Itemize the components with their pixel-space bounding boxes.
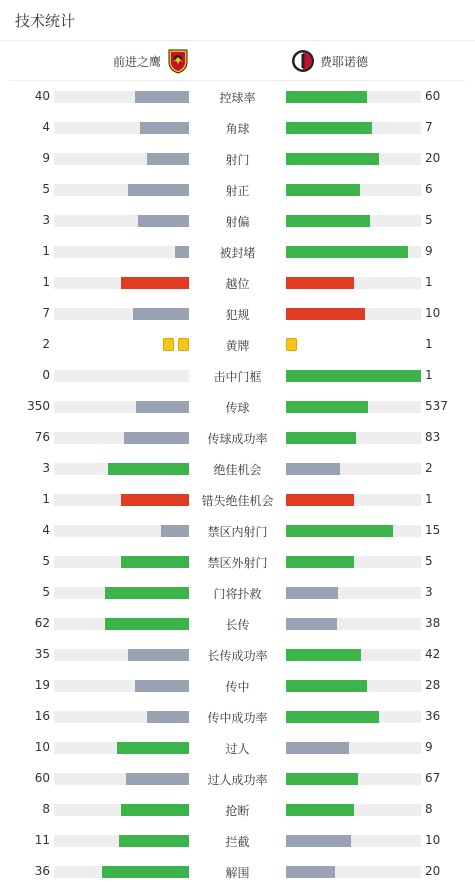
away-bar-track [286, 122, 421, 134]
away-bar-fill [286, 401, 368, 413]
home-value: 76 [34, 430, 50, 444]
away-bar-fill [286, 773, 358, 785]
home-bar-fill [136, 401, 189, 413]
home-yellow-cards [159, 338, 189, 351]
away-value: 7 [425, 120, 433, 134]
away-bar-track [286, 835, 421, 847]
stat-row [0, 143, 475, 174]
home-bar-track [54, 494, 189, 506]
home-value: 2 [42, 337, 50, 351]
away-bar-fill [286, 215, 370, 227]
home-value: 8 [42, 802, 50, 816]
away-yellow-cards [286, 338, 301, 351]
home-bar-track [54, 618, 189, 630]
stat-label: 过人 [225, 742, 250, 756]
away-bar-fill [286, 618, 337, 630]
home-bar-track [54, 742, 189, 754]
away-bar-fill [286, 184, 360, 196]
home-bar-track [54, 308, 189, 320]
home-bar-fill [128, 649, 189, 661]
home-bar-fill [138, 215, 189, 227]
home-bar-track [54, 835, 189, 847]
home-value: 16 [34, 709, 50, 723]
away-value: 3 [425, 585, 433, 599]
away-bar-fill [286, 308, 365, 320]
stat-row [0, 546, 475, 577]
away-bar-fill [286, 432, 356, 444]
stat-row [0, 484, 475, 515]
home-value: 62 [34, 616, 50, 630]
home-bar-track [54, 773, 189, 785]
away-bar-track [286, 742, 421, 754]
home-bar-fill [175, 246, 189, 258]
away-value: 9 [425, 740, 433, 754]
home-bar-track [54, 153, 189, 165]
stat-label: 抢断 [225, 804, 250, 818]
away-value: 20 [425, 151, 441, 165]
stat-label: 过人成功率 [207, 773, 268, 787]
go-ahead-eagles-crest-icon[interactable] [167, 48, 189, 74]
away-bar-track [286, 556, 421, 568]
home-bar-fill [105, 618, 189, 630]
away-value: 1 [425, 492, 433, 506]
stat-row [0, 701, 475, 732]
home-bar-track [54, 649, 189, 661]
home-bar-track [54, 711, 189, 723]
yellow-card-icon [178, 338, 189, 351]
home-bar-track [54, 277, 189, 289]
away-bar-track [286, 184, 421, 196]
away-bar-fill [286, 835, 351, 847]
stat-row [0, 763, 475, 794]
home-bar-fill [102, 866, 189, 878]
feyenoord-crest-icon[interactable] [291, 49, 315, 73]
home-bar-fill [124, 432, 189, 444]
stat-label: 长传 [225, 618, 250, 632]
away-bar-fill [286, 587, 338, 599]
away-value: 20 [425, 864, 441, 878]
away-value: 8 [425, 802, 433, 816]
home-bar-fill [135, 680, 189, 692]
header [0, 0, 475, 41]
away-bar-track [286, 463, 421, 475]
away-bar-track [286, 525, 421, 537]
away-value: 5 [425, 213, 433, 227]
away-bar-fill [286, 866, 335, 878]
home-value: 1 [42, 244, 50, 258]
away-value: 2 [425, 461, 433, 475]
home-value: 1 [42, 492, 50, 506]
stat-row [0, 670, 475, 701]
stat-row [0, 732, 475, 763]
away-bar-track [286, 370, 421, 382]
home-value: 5 [42, 585, 50, 599]
home-bar-track [54, 122, 189, 134]
away-value: 9 [425, 244, 433, 258]
stat-label: 传球成功率 [207, 432, 268, 446]
away-value: 60 [425, 89, 441, 103]
home-bar-fill [133, 308, 189, 320]
stat-row [0, 205, 475, 236]
stat-row [0, 515, 475, 546]
home-bar-track [54, 184, 189, 196]
away-value: 6 [425, 182, 433, 196]
teams-bar [10, 41, 465, 81]
away-value: 1 [425, 275, 433, 289]
away-bar-track [286, 308, 421, 320]
home-value: 60 [34, 771, 50, 785]
home-bar-track [54, 680, 189, 692]
page-title: 技术统计 [15, 12, 76, 30]
away-value: 10 [425, 833, 441, 847]
home-value: 0 [42, 368, 50, 382]
away-value: 1 [425, 368, 433, 382]
home-bar-track [54, 804, 189, 816]
stat-label: 门将扑救 [213, 587, 262, 601]
away-bar-fill [286, 804, 354, 816]
stat-row [0, 236, 475, 267]
stat-row [0, 360, 475, 391]
home-value: 5 [42, 554, 50, 568]
home-bar-fill [128, 184, 189, 196]
stat-label: 角球 [225, 122, 250, 136]
home-bar-track [54, 370, 189, 382]
home-bar-track [54, 215, 189, 227]
away-value: 15 [425, 523, 441, 537]
stat-label: 传球 [225, 401, 250, 415]
home-bar-fill [121, 804, 189, 816]
away-bar-track [286, 215, 421, 227]
away-bar-fill [286, 91, 367, 103]
away-bar-track [286, 246, 421, 258]
away-bar-fill [286, 246, 408, 258]
home-bar-track [54, 463, 189, 475]
home-bar-fill [147, 711, 189, 723]
away-bar-fill [286, 525, 393, 537]
away-bar-fill [286, 742, 349, 754]
away-bar-track [286, 680, 421, 692]
stat-label: 禁区内射门 [207, 525, 268, 539]
away-bar-fill [286, 463, 340, 475]
away-value: 5 [425, 554, 433, 568]
away-bar-track [286, 91, 421, 103]
stat-label: 被封堵 [219, 246, 256, 260]
home-bar-fill [121, 277, 189, 289]
stat-label: 解围 [225, 866, 250, 880]
yellow-card-icon [286, 338, 297, 351]
home-bar-fill [119, 835, 189, 847]
home-bar-track [54, 525, 189, 537]
home-bar-track [54, 432, 189, 444]
home-team-name[interactable]: 前进之鹰 [112, 55, 161, 69]
home-value: 35 [34, 647, 50, 661]
stat-label: 射正 [225, 184, 250, 198]
home-value: 3 [42, 461, 50, 475]
away-bar-fill [286, 680, 367, 692]
stat-row [0, 639, 475, 670]
home-bar-fill [126, 773, 189, 785]
away-bar-track [286, 153, 421, 165]
stat-label: 射偏 [225, 215, 250, 229]
home-value: 4 [42, 523, 50, 537]
home-bar-fill [117, 742, 189, 754]
home-bar-track [54, 91, 189, 103]
away-value: 28 [425, 678, 441, 692]
away-value: 42 [425, 647, 441, 661]
home-value: 7 [42, 306, 50, 320]
away-bar-track [286, 649, 421, 661]
home-value: 9 [42, 151, 50, 165]
away-bar-fill [286, 711, 379, 723]
stat-row [0, 577, 475, 608]
away-bar-fill [286, 153, 379, 165]
stat-row [0, 391, 475, 422]
home-bar-fill [147, 153, 189, 165]
away-bar-fill [286, 494, 354, 506]
away-value: 1 [425, 337, 433, 351]
stat-row [0, 856, 475, 887]
away-value: 10 [425, 306, 441, 320]
home-value: 10 [34, 740, 50, 754]
home-value: 3 [42, 213, 50, 227]
stat-label: 越位 [225, 277, 250, 291]
home-bar-track [54, 246, 189, 258]
away-value: 36 [425, 709, 441, 723]
stat-row [0, 267, 475, 298]
away-bar-fill [286, 122, 372, 134]
home-value: 350 [27, 399, 50, 413]
stat-label: 控球率 [219, 91, 256, 105]
stat-label: 绝佳机会 [213, 463, 262, 477]
home-value: 4 [42, 120, 50, 134]
stat-label: 长传成功率 [207, 649, 268, 663]
away-bar-fill [286, 370, 421, 382]
home-bar-fill [161, 525, 189, 537]
stat-row [0, 608, 475, 639]
stat-row [0, 453, 475, 484]
home-bar-fill [105, 587, 189, 599]
away-bar-track [286, 866, 421, 878]
stat-label: 禁区外射门 [207, 556, 268, 570]
away-value: 537 [425, 399, 448, 413]
stat-row [0, 329, 475, 360]
stat-row [0, 422, 475, 453]
home-bar-track [54, 556, 189, 568]
home-value: 40 [34, 89, 50, 103]
stat-label: 拦截 [225, 835, 250, 849]
stat-label: 传中 [225, 680, 250, 694]
home-bar-fill [121, 556, 189, 568]
home-bar-fill [140, 122, 189, 134]
away-value: 38 [425, 616, 441, 630]
stat-row [0, 794, 475, 825]
home-bar-track [54, 401, 189, 413]
home-bar-fill [135, 91, 189, 103]
home-value: 36 [34, 864, 50, 878]
yellow-card-icon [163, 338, 174, 351]
stat-row [0, 112, 475, 143]
away-bar-track [286, 494, 421, 506]
stat-label: 犯规 [225, 308, 250, 322]
stat-label: 黄牌 [225, 339, 250, 353]
stat-label: 击中门框 [213, 370, 262, 384]
away-value: 83 [425, 430, 441, 444]
away-bar-track [286, 587, 421, 599]
away-bar-track [286, 773, 421, 785]
away-bar-track [286, 618, 421, 630]
stat-row [0, 298, 475, 329]
home-bar-track [54, 587, 189, 599]
home-bar-fill [108, 463, 189, 475]
home-value: 5 [42, 182, 50, 196]
away-bar-fill [286, 556, 354, 568]
home-value: 1 [42, 275, 50, 289]
away-bar-fill [286, 649, 361, 661]
home-value: 11 [34, 833, 50, 847]
stat-label: 传中成功率 [207, 711, 268, 725]
away-team-name[interactable]: 费耶诺德 [320, 55, 369, 69]
home-bar-fill [121, 494, 189, 506]
stat-label: 射门 [225, 153, 250, 167]
stat-label: 错失绝佳机会 [201, 494, 274, 508]
home-bar-track [54, 866, 189, 878]
away-bar-track [286, 804, 421, 816]
away-bar-track [286, 277, 421, 289]
away-bar-track [286, 401, 421, 413]
stat-row [0, 825, 475, 856]
away-bar-track [286, 432, 421, 444]
stat-row [0, 81, 475, 112]
away-bar-fill [286, 277, 354, 289]
away-value: 67 [425, 771, 441, 785]
away-bar-track [286, 711, 421, 723]
stat-row [0, 174, 475, 205]
home-value: 19 [34, 678, 50, 692]
